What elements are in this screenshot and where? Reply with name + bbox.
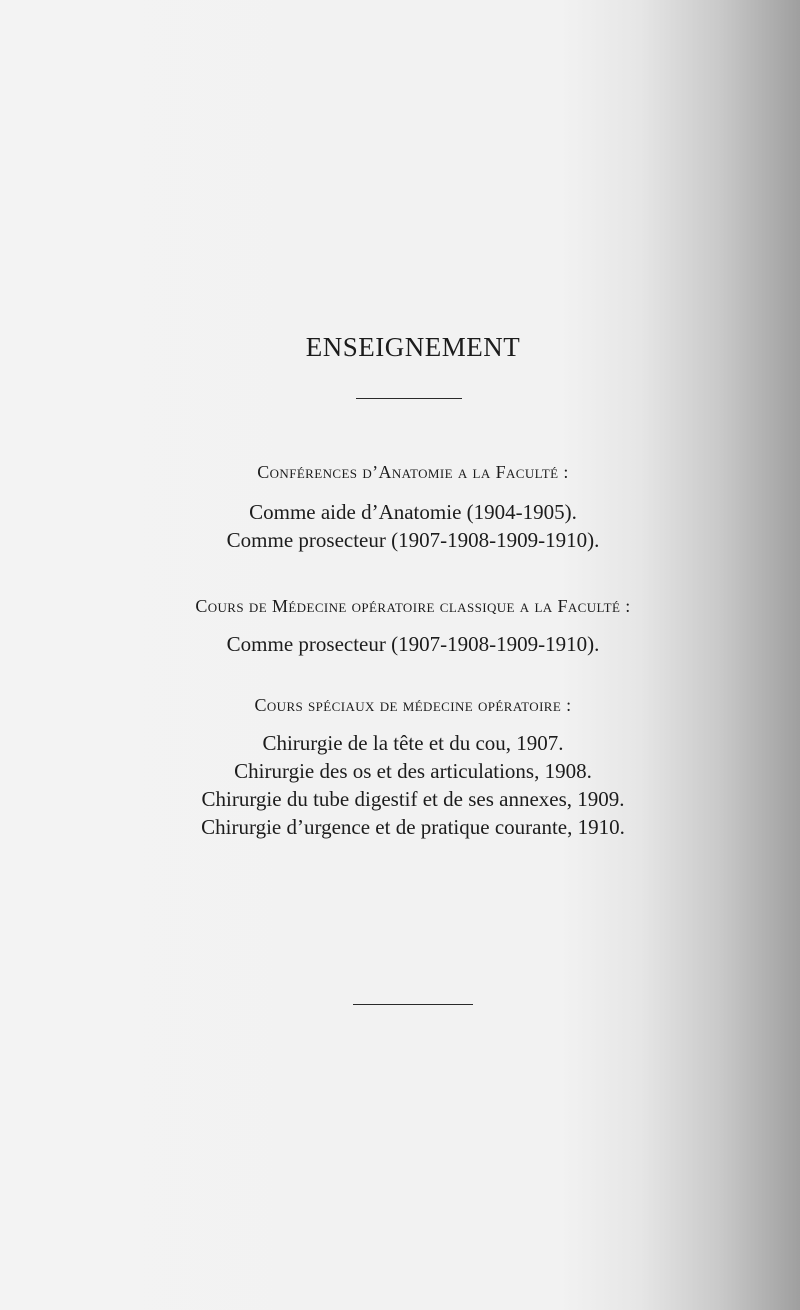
section-line: Comme prosecteur (1907-1908-1909-1910). xyxy=(226,528,600,552)
closing-divider xyxy=(353,1004,473,1005)
section-line: Comme prosecteur (1907-1908-1909-1910). xyxy=(226,632,600,656)
section-heading-cours-speciaux: Cours spéciaux de médecine opératoire : xyxy=(254,695,572,715)
section-line: Chirurgie des os et des articulations, 1908. xyxy=(234,759,592,783)
page-title: ENSEIGNEMENT xyxy=(305,332,521,362)
section-heading-cours-medecine: Cours de Médecine opératoire classique a la Faculté : xyxy=(195,596,631,616)
section-line: Chirurgie de la tête et du cou, 1907. xyxy=(262,731,564,755)
section-line: Chirurgie d’urgence et de pratique courante, 1910. xyxy=(201,815,625,839)
section-heading-conferences: Conférences d’Anatomie a la Faculté : xyxy=(257,462,569,482)
section-line: Comme aide d’Anatomie (1904-1905). xyxy=(249,500,577,524)
title-divider xyxy=(356,398,462,399)
section-line: Chirurgie du tube digestif et de ses annexes, 1909. xyxy=(201,787,625,811)
